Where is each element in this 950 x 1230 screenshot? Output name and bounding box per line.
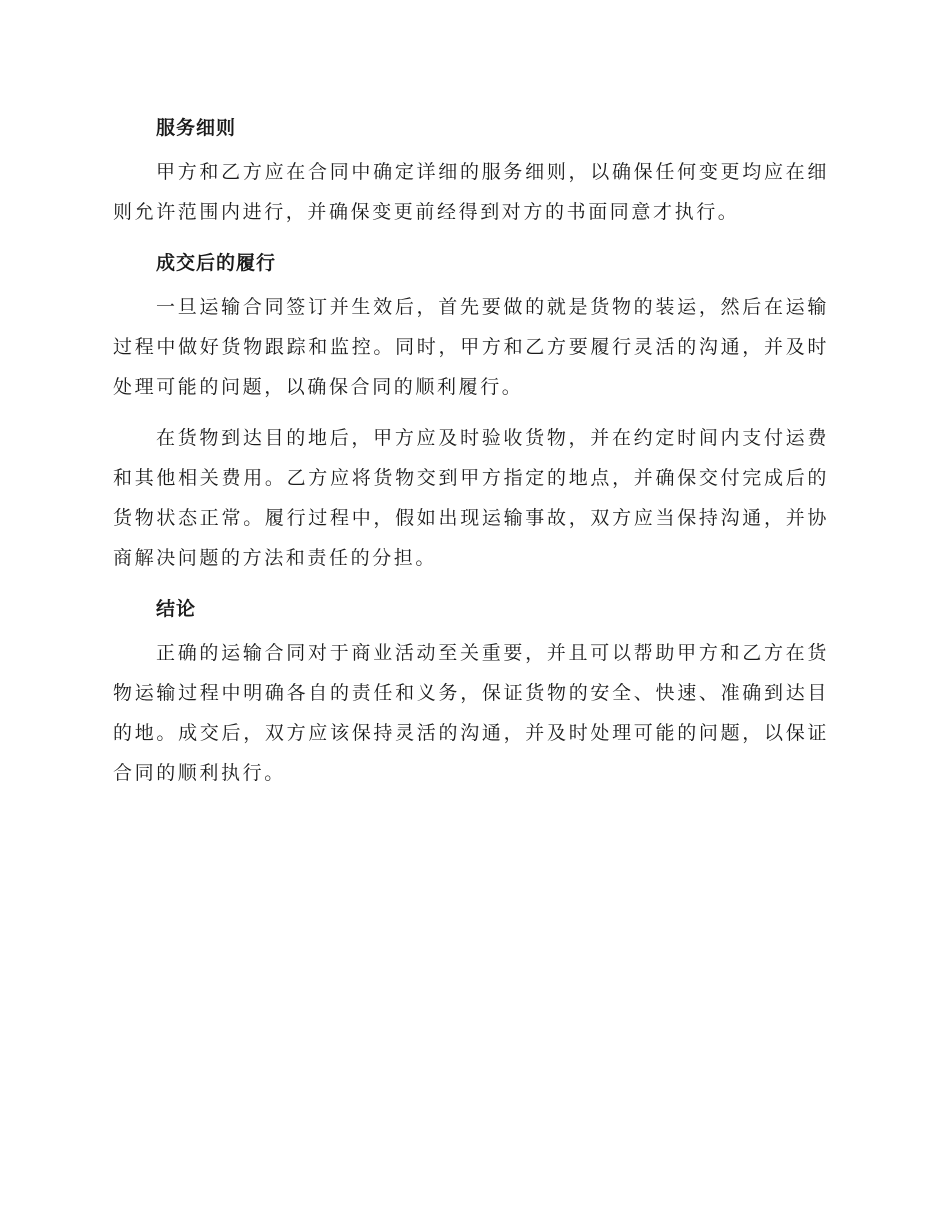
section-heading: 结论	[156, 598, 197, 620]
document-body	[113, 108, 829, 804]
paragraph: 一旦运输合同签订并生效后，首先要做的就是货物的装运，然后在运输过程中做好货物跟踪和监控。同时，甲方和乙方要履行灵活的沟通，并及时处理可能的问题，以确保合同的顺利履行。	[113, 296, 829, 398]
section-heading: 服务细则	[156, 117, 237, 139]
paragraph: 正确的运输合同对于商业活动至关重要，并且可以帮助甲方和乙方在货物运输过程中明确各自的责任和义务，保证货物的安全、快速、准确到达目的地。成交后，双方应该保持灵活的沟通，并及时处理可能的问题，以保证合同的顺利执行。	[113, 642, 829, 784]
paragraph: 在货物到达目的地后，甲方应及时验收货物，并在约定时间内支付运费和其他相关费用。乙方应将货物交到甲方指定的地点，并确保交付完成后的货物状态正常。履行过程中，假如出现运输事故，双方应当保持沟通，并协商解决问题的方法和责任的分担。	[113, 427, 829, 569]
section-heading: 成交后的履行	[156, 252, 277, 274]
section-service-details	[113, 108, 829, 232]
paragraph: 甲方和乙方应在合同中确定详细的服务细则，以确保任何变更均应在细则允许范围内进行，并确保变更前经得到对方的书面同意才执行。	[113, 161, 829, 223]
section-conclusion	[113, 589, 829, 793]
section-performance-after-deal	[113, 243, 829, 578]
